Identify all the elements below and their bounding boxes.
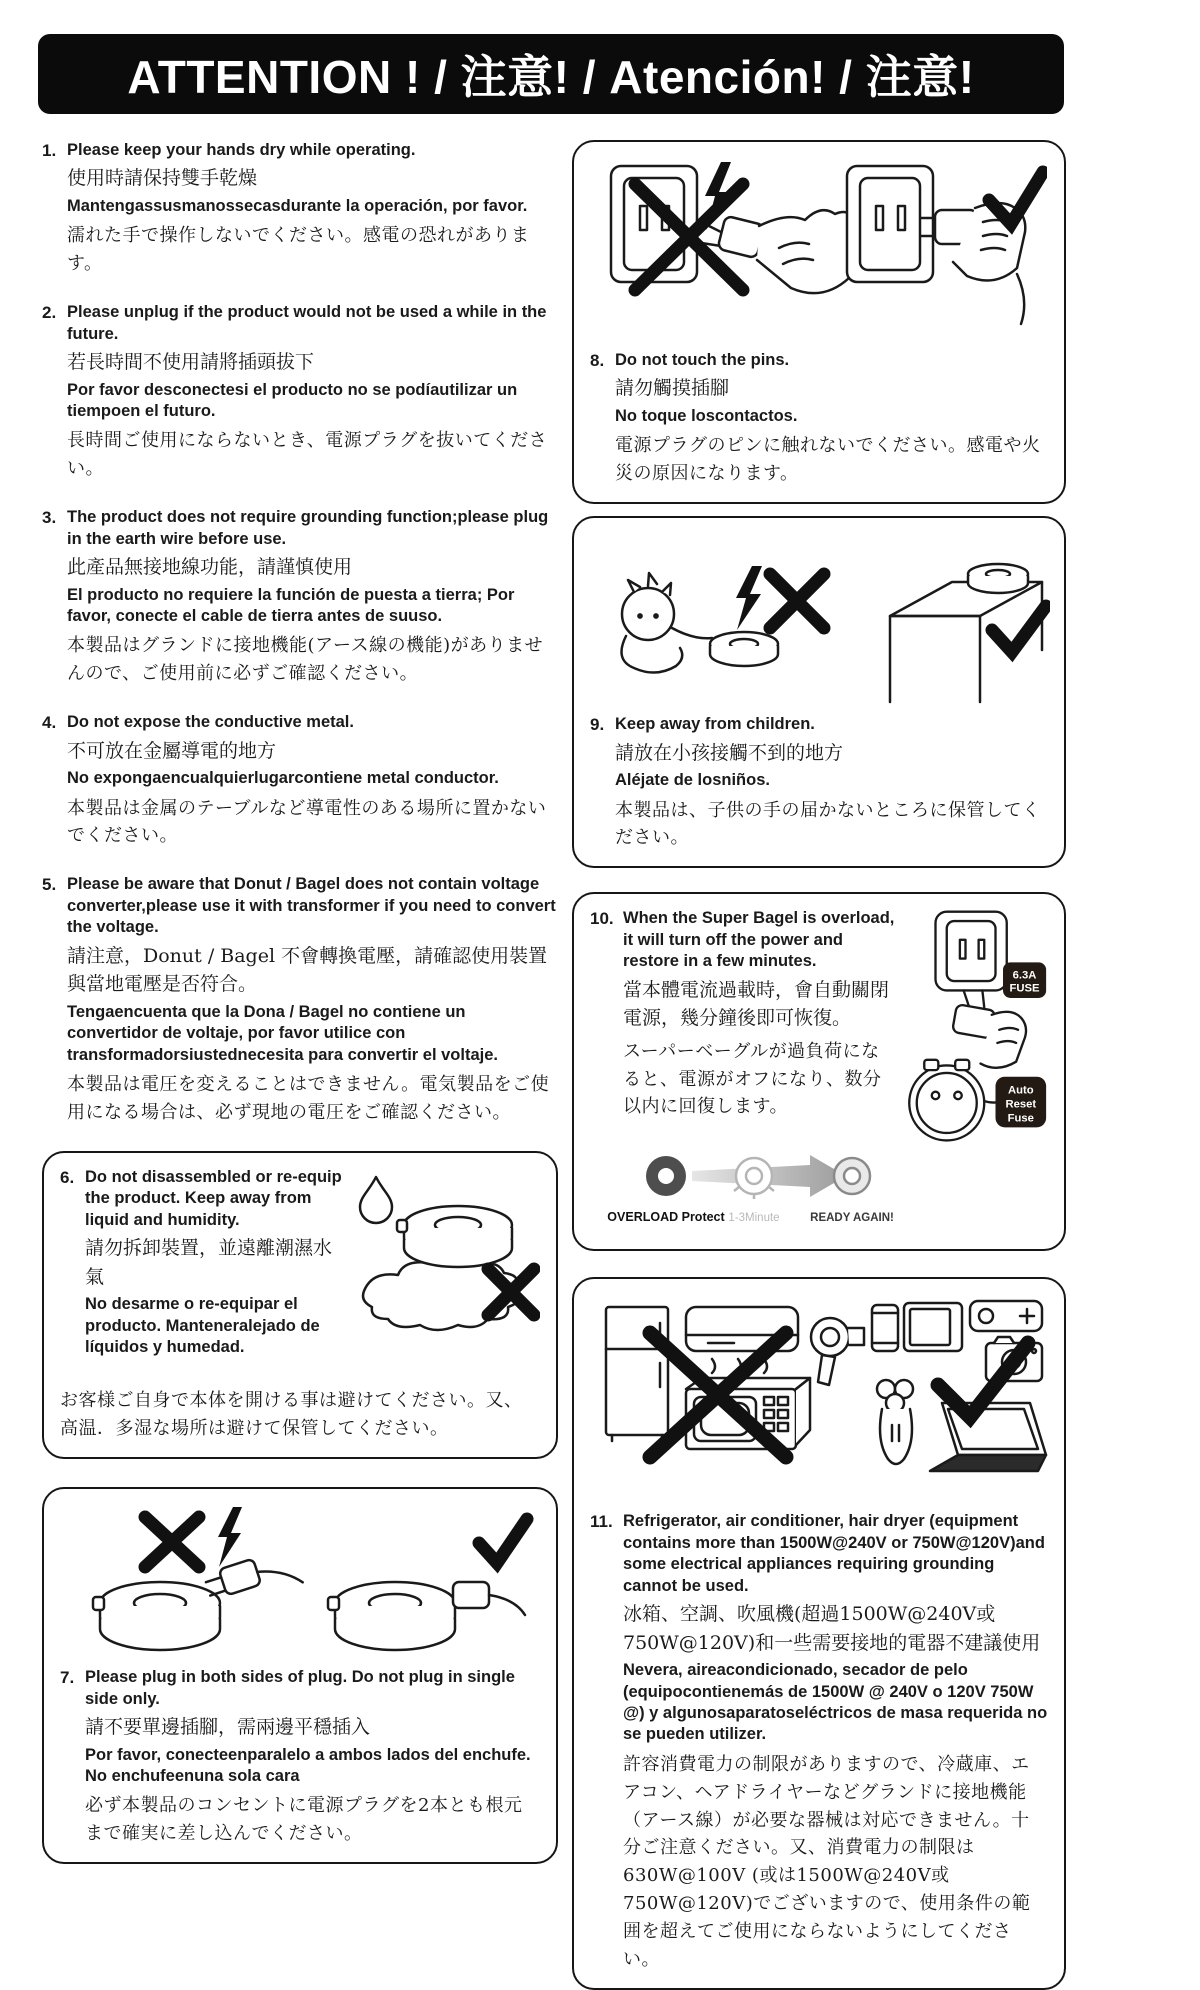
shaver-icon [877,1380,913,1464]
bagel-icon [328,1582,455,1650]
outlet-icon [847,166,933,282]
plug-icon [453,1582,525,1615]
item-text-ja: 電源プラグのピンに触れないでください。感電や火災の原因になります。 [615,435,1041,485]
instruction-item-8 [590,350,1048,488]
item-number: 10. [590,909,614,929]
warning-box-8 [572,140,1066,504]
item-text-en: Refrigerator, air conditioner, hair dryer (equipment contains more than 1500W@240V or 750W@120V)and some electrical appliances requiring grounding cannot be used. [623,1512,1045,1595]
item-number: 9. [590,715,605,735]
fuse-badge-line1: 6.3A [1012,969,1037,982]
item-text-es: Tengaencuenta que la Dona / Bagel no contiene un convertidor de voltaje, por favor utilice con transformadorsiustednecesita para convertir el voltaje. [67,1002,498,1064]
warning-box-6 [42,1151,558,1459]
left-column [42,140,558,1864]
lightning-icon [218,1507,242,1567]
auto-badge-line2: Reset [1005,1098,1037,1111]
item-text-ja: 必ず本製品のコンセントに電源プラグを2本とも根元まで確実に差し込んでください。 [85,1795,523,1845]
item-text-zh: 若長時間不使用請將插頭拔下 [67,351,315,374]
instruction-item-11 [590,1511,1048,1974]
item-text-en: Please plug in both sides of plug. Do not plug in single side only. [85,1668,515,1708]
item-text-es: Por favor desconectesi el producto no se podíautilizar un tiempoen el futuro. [67,380,518,420]
item-text-ja: 許容消費電力の制限がありますので、冷蔵庫、エアコン、ヘアドライヤーなどグランドに接地機能（アース線）が必要な器械は対応できません。十分ご注意ください。又、消費電力の制限は630W@100V (或は1500W@240V或750W@120V)でございますので、使用条件の範囲を超えてご使用にならないようにしてください。 [623,1753,1031,1971]
warning-box-11 [572,1277,1066,1990]
auto-reset-fuse-badge [996,1077,1047,1128]
instruction-item-1 [42,140,558,278]
tablet-icon [904,1303,962,1351]
refrigerator-icon [606,1307,668,1441]
overload-donut-waiting-icon [734,1158,774,1199]
bagel-icon [968,564,1028,593]
instruction-item-6 [60,1167,346,1359]
child-figure [622,573,713,673]
item-text-zh: 冰箱、空調、吹風機(超過1500W@240V或750W@120V)和一些需要接地的電器不建議使用 [623,1603,1041,1654]
game-console-icon [970,1301,1042,1331]
item-number: 5. [42,875,57,895]
warning-box-7 [42,1487,558,1864]
hand-touching-plug [695,210,863,293]
x-mark-icon [145,1517,199,1567]
banner-title: ATTENTION ! / 注意! / Atención! / 注意! [127,51,975,103]
item-text-es: Aléjate de losniños. [615,771,770,790]
item-text-ja: スーパーベーグルが過負荷になると、電源がオフになり、数分以内に回復します。 [623,1040,882,1118]
item-number: 1. [42,141,57,160]
item-text-ja: 本製品はグランドに接地機能(アース線の機能)がありませんので、ご使用前に必ずご確認ください。 [67,635,544,685]
item-text-ja: 長時間ご使用にならないとき、電源プラグを抜いてください。 [67,430,548,480]
item-text-en: Please unplug if the product would not be used a while in the future. [67,303,547,343]
item-text-es: Mantengassusmanossecasdurante la operación, por favor. [67,196,528,215]
check-icon [479,1519,527,1563]
children-warning-illustration [590,532,1050,708]
item-number: 11. [590,1512,613,1532]
x-mark-icon [770,574,824,628]
item-text-ja: 本製品は電圧を変えることはできません。電気製品をご使用になる場合は、必ず現地の電圧をご確認ください。 [67,1074,550,1123]
item-number: 6. [60,1167,75,1187]
overload-donut-ready-icon [834,1158,870,1194]
item-text-ja: 濡れた手で操作しないでください。感電の恐れがあります。 [67,225,530,275]
instruction-item-9 [590,714,1048,852]
item-text-en: The product does not require grounding function;please plug in the earth wire before use. [67,508,549,548]
item-text-es: Por favor, conecteenparalelo a ambos lados del enchufe. No enchufeenuna sola cara [85,1745,531,1785]
item-text-en: Please keep your hands dry while operating. [67,141,416,159]
warning-box-9 [572,516,1066,868]
overload-protect-label: OVERLOAD Protect [607,1210,725,1225]
minutes-label: 1-3Minute [728,1212,780,1225]
item-number: 3. [42,508,57,528]
bagel-icon [93,1582,220,1650]
fuse-badge [1003,963,1046,999]
item-text-en: Please be aware that Donut / Bagel does not contain voltage converter,please use it with transformer if you need to convert the voltage. [67,875,556,937]
instruction-item-2 [42,302,558,483]
item-text-zh: 當本體電流過載時，會自動關閉電源，幾分鐘後即可恢復。 [623,978,890,1030]
item-text-en: When the Super Bagel is overload, it will turn off the power and restore in a few minutes. [623,909,895,971]
outlet-icon [936,912,1007,991]
item-text-es: El producto no requiere la función de puesta a tierra; Por favor, conecte el cable de tierra antes de suuso. [67,585,515,625]
bagel-icon [909,1060,1010,1141]
auto-fuse-illustration [898,908,1048,1146]
overload-diagram [604,1146,924,1230]
item-text-en: Do not expose the conductive metal. [67,713,354,732]
right-column [572,140,1066,1990]
water-drop-icon [360,1177,392,1223]
liquid-warning-illustration [350,1167,540,1339]
item-text-zh: 使用時請保持雙手乾燥 [67,167,258,190]
item-number: 4. [42,713,57,733]
bagel-icon [397,1206,512,1267]
instruction-item-4 [42,712,558,850]
item-text-ja: お客様ご自身で本体を開ける事は避けてください。又、高温．多湿な場所は避けて保管してください。 [60,1390,523,1440]
item-text-ja: 本製品は金属のテーブルなど導電性のある場所に置かないでください。 [67,797,547,847]
item-text-es: Nevera, aireacondicionado, secador de pelo (equipocontienemás de 1500W @ 240V o 120V 750W @) y algunosaparatoseléctricos de masa requerida no se pueden utilizer. [623,1661,1048,1744]
attention-banner [38,34,1064,114]
pins-warning-illustration [591,156,1047,344]
item-text-zh: 不可放在金屬導電的地方 [67,739,277,762]
bagel-icon [710,632,778,666]
overload-donut-dark-icon [646,1156,686,1196]
item-text-zh: 請勿觸摸插腳 [615,377,730,400]
auto-badge-line1: Auto [1008,1084,1034,1097]
check-icon [992,606,1046,652]
auto-badge-line3: Fuse [1007,1113,1034,1125]
plug-both-sides-illustration [65,1503,535,1661]
item-text-zh: 請放在小孩接觸不到的地方 [615,741,844,764]
appliances-illustration [590,1293,1050,1505]
warning-box-10 [572,892,1066,1251]
item-text-zh: 請不要單邊插腳，需兩邊平穩插入 [85,1716,371,1739]
item-text-en: Keep away from children. [615,715,815,734]
hair-dryer-icon [811,1318,864,1385]
item-number: 8. [590,351,605,370]
item-text-zh: 請注意，Donut / Bagel 不會轉換電壓，請確認使用裝置與當地電壓是否符合。 [67,944,548,996]
item-text-es: No expongaencualquierlugarcontiene metal conductor. [67,769,499,788]
item-text-en: Do not disassembled or re-equip the product. Keep away from liquid and humidity. [85,1167,342,1229]
plug-with-hand [952,991,1026,1068]
ready-again-label: READY AGAIN! [810,1212,894,1225]
item-text-es: No toque loscontactos. [615,406,798,425]
item-text-en: Do not touch the pins. [615,351,790,369]
smartphone-icon [872,1305,898,1351]
item-text-zh: 此產品無接地線功能，請謹慎使用 [67,556,353,579]
item-text-es: No desarme o re-equipar el producto. Manteneralejado de líquidos y humedad. [85,1295,320,1356]
instruction-item-10 [590,908,896,1122]
item-number: 2. [42,303,57,323]
instruction-item-3 [42,507,558,688]
instruction-item-5 [42,874,558,1126]
item-number: 7. [60,1668,75,1688]
laptop-icon [930,1403,1046,1471]
instruction-item-7 [60,1667,540,1848]
fuse-badge-line2: FUSE [1009,982,1040,995]
check-icon [989,172,1043,224]
item-text-zh: 請勿拆卸裝置，並遠離潮濕水氣 [85,1237,333,1288]
item-text-ja: 本製品は、子供の手の届かないところに保管してください。 [615,799,1041,849]
lightning-icon [736,566,762,630]
